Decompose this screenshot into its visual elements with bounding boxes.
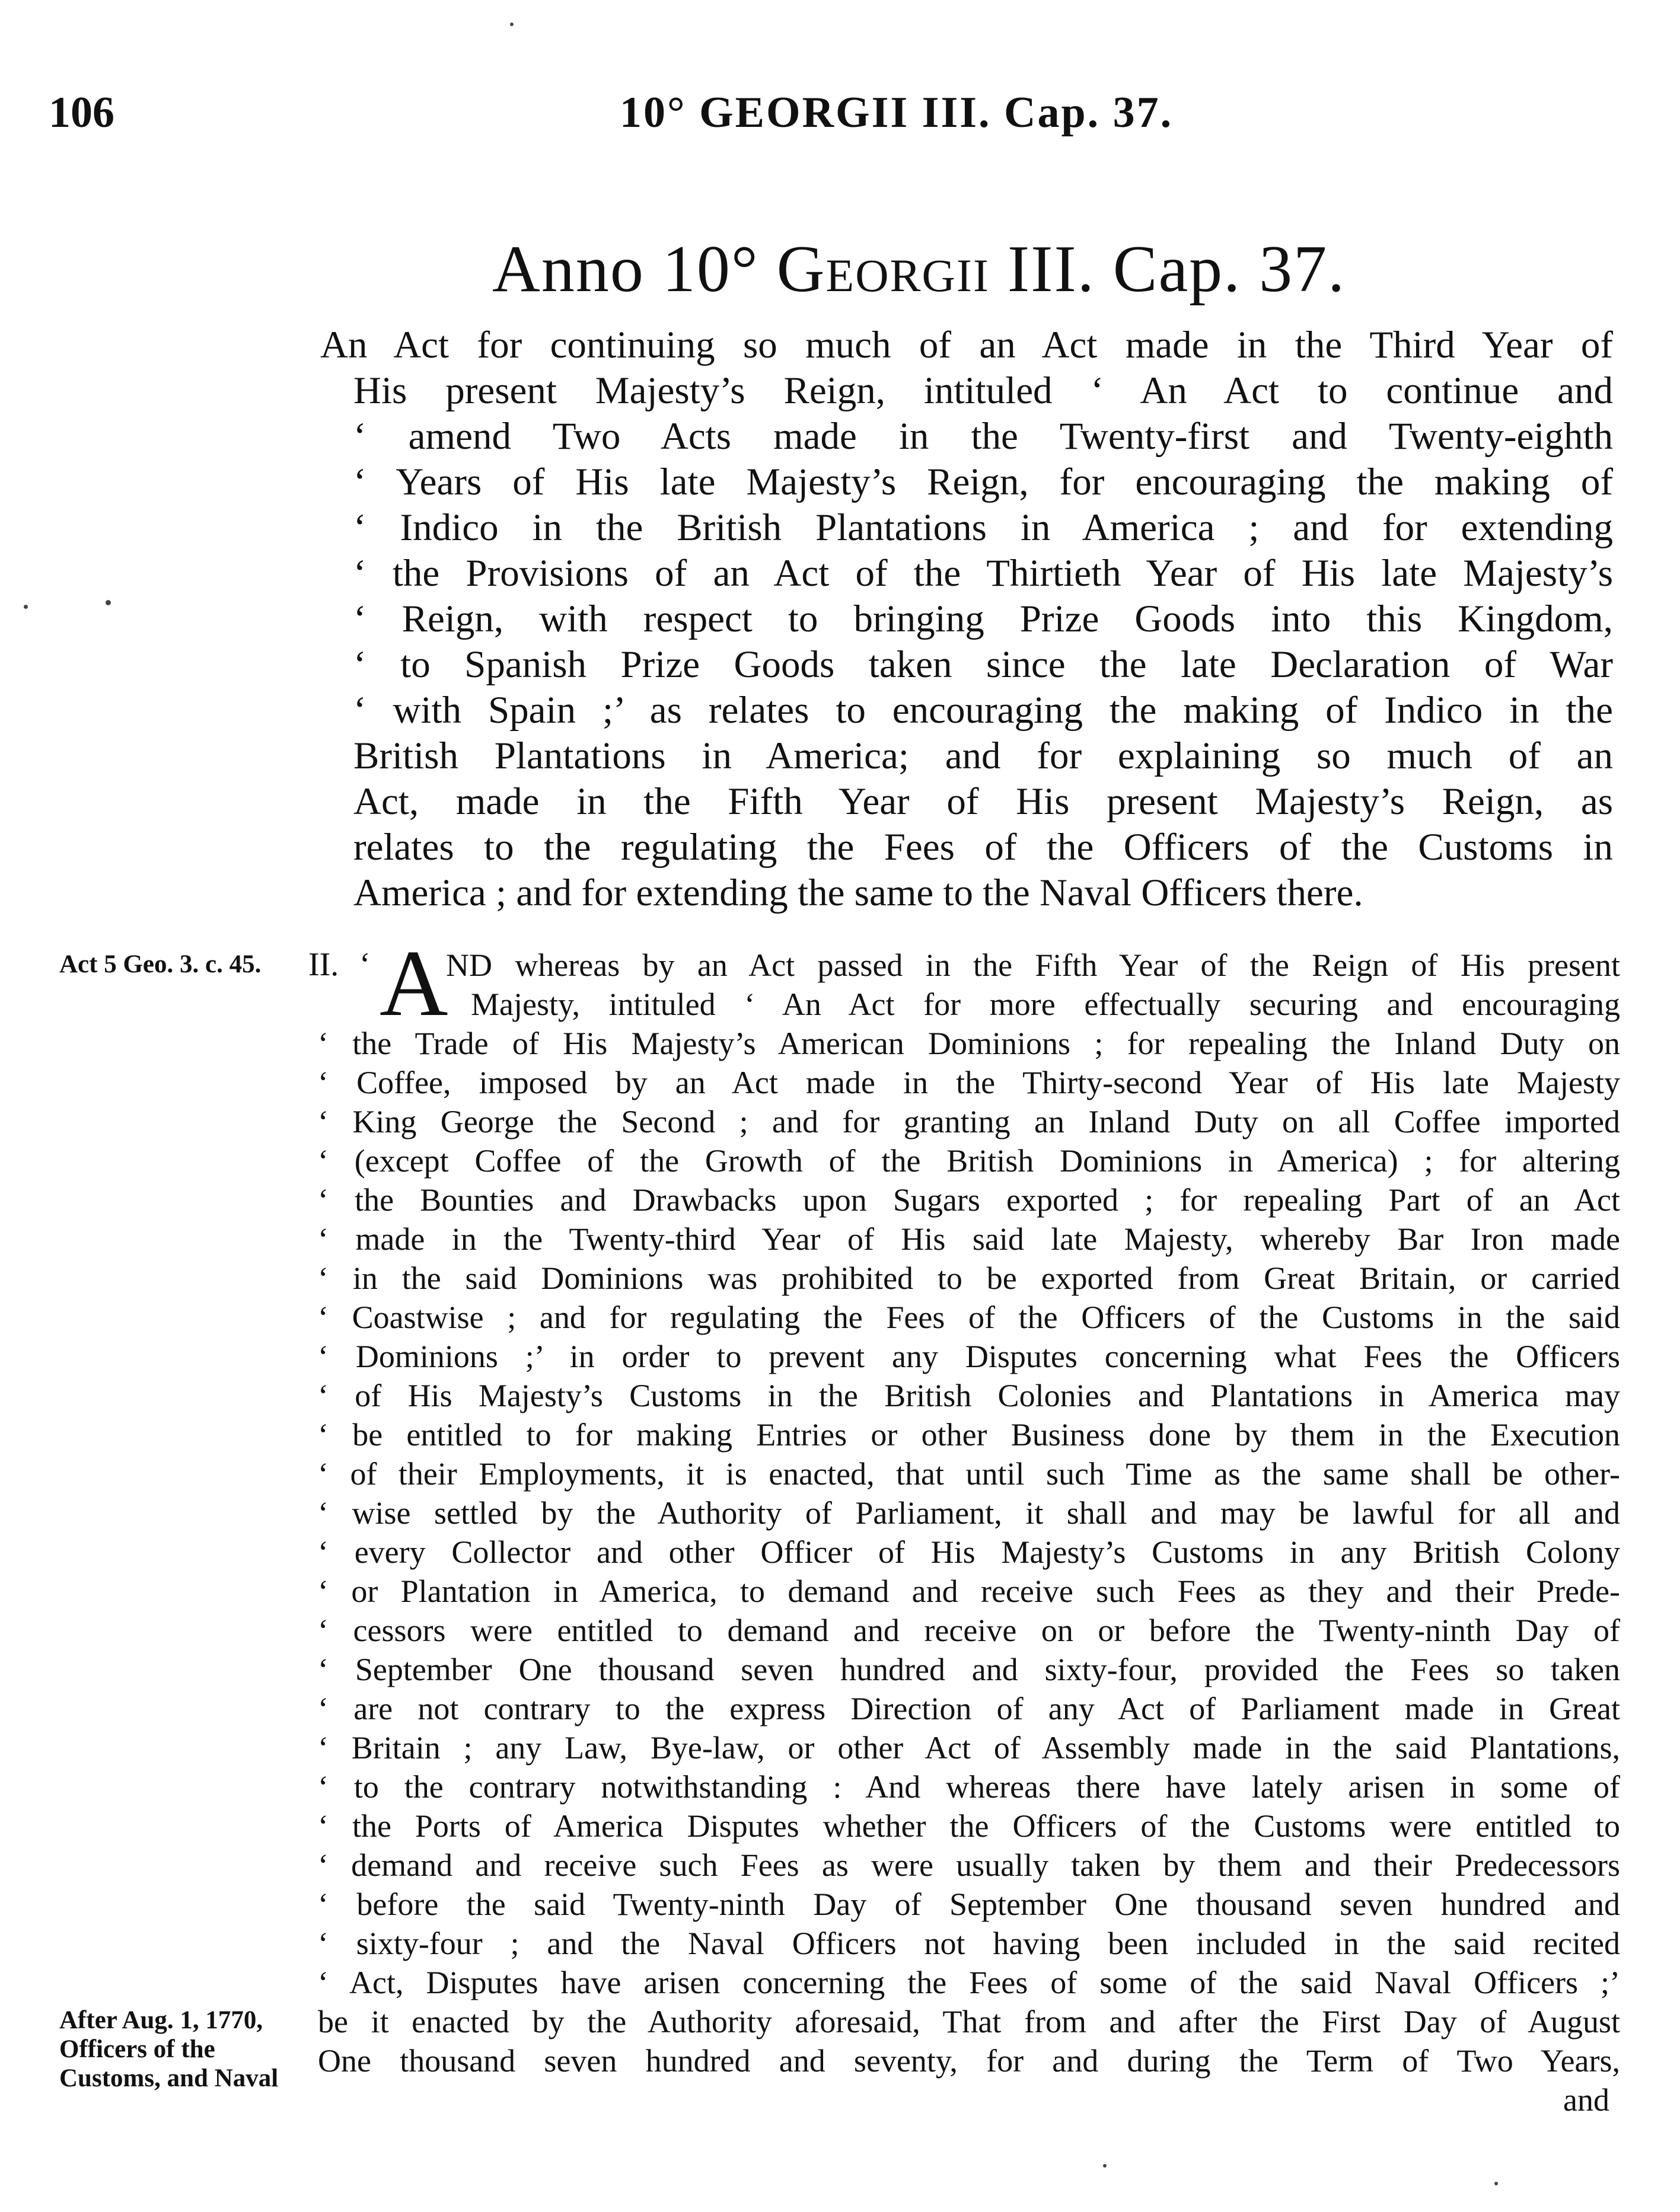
act-title-regnal: III. Cap. 37. [1007, 232, 1346, 306]
section-line: ‘ in the said Dominions was prohibited to be exported from Great Britain, or carried [318, 1260, 1620, 1296]
section-line: ‘ made in the Twenty-third Year of His said late Majesty, whereby Bar Iron made [318, 1221, 1620, 1257]
section-line: ‘ (except Coffee of the Growth of the British Dominions in America) ; for altering [318, 1143, 1620, 1179]
section-line: ‘ be entitled to for making Entries or other Business done by them in the Execution [318, 1417, 1620, 1453]
long-title-line: America ; and for extending the same to the Naval Officers there. [353, 872, 1363, 914]
long-title-line: ‘ Indico in the British Plantations in America ; and for extending [353, 506, 1613, 549]
long-title-line: ‘ Years of His late Majesty’s Reign, for encouraging the making of [353, 461, 1613, 503]
section-line: ‘ are not contrary to the express Direction of any Act of Parliament made in Great [318, 1691, 1620, 1726]
section-line: ‘ Coffee, imposed by an Act made in the Thirty-second Year of His late Majesty [318, 1065, 1620, 1100]
margin-note-after-aug: Customs, and Naval [59, 2064, 279, 2092]
section-line: ‘ Britain ; any Law, Bye-law, or other Act of Assembly made in the said Plantations, [318, 1730, 1620, 1766]
section-line: Majesty, intituled ‘ An Act for more effectually securing and encouraging [471, 987, 1620, 1022]
section-line: ‘ September One thousand seven hundred and sixty-four, provided the Fees so taken [318, 1652, 1620, 1687]
scan-speck [1494, 2182, 1498, 2185]
section-line: ‘ wise settled by the Authority of Parliament, it shall and may be lawful for all and [318, 1495, 1620, 1531]
scan-speck [510, 23, 514, 26]
section-line: ‘ Act, Disputes have arisen concerning the Fees of some of the said Naval Officers ;’ [318, 1965, 1620, 2000]
long-title-line: British Plantations in America; and for explaining so much of an [353, 735, 1613, 777]
section-line: ‘ every Collector and other Officer of His Majesty’s Customs in any British Colony [318, 1534, 1620, 1570]
section-line: One thousand seven hundred and seventy, for and during the Term of Two Years, [318, 2043, 1620, 2079]
margin-note-after-aug: Officers of the [59, 2035, 215, 2063]
scan-speck [24, 605, 28, 609]
act-title-georgii: Georgii [776, 232, 990, 306]
running-head: 10° GEORGII III. Cap. 37. [620, 88, 1174, 137]
long-title-line: ‘ with Spain ;’ as relates to encouraging the making of Indico in the [353, 689, 1613, 732]
page-number: 106 [49, 88, 114, 137]
section-line: ‘ before the said Twenty-ninth Day of September One thousand seven hundred and [318, 1887, 1620, 1922]
section-line: ‘ to the contrary notwithstanding : And whereas there have lately arisen in some of [318, 1769, 1620, 1805]
section-number: II. [308, 946, 339, 983]
act-title [492, 231, 1346, 308]
section-line: ‘ of His Majesty’s Customs in the British Colonies and Plantations in America may [318, 1378, 1620, 1413]
long-title-line: ‘ amend Two Acts made in the Twenty-first and Twenty-eighth [353, 415, 1613, 458]
section-line: ‘ demand and receive such Fees as were usually taken by them and their Predecessors [318, 1847, 1620, 1883]
scan-speck [1103, 2164, 1107, 2168]
long-title-line: ‘ the Provisions of an Act of the Thirtieth Year of His late Majesty’s [353, 552, 1613, 595]
section-line: ‘ the Bounties and Drawbacks upon Sugars exported ; for repealing Part of an Act [318, 1182, 1620, 1218]
section-line: ‘ or Plantation in America, to demand and receive such Fees as they and their Prede- [318, 1573, 1620, 1609]
section-line: be it enacted by the Authority aforesaid, That from and after the First Day of August [318, 2004, 1620, 2039]
long-title-line: Act, made in the Fifth Year of His present Majesty’s Reign, as [353, 780, 1613, 823]
section-line: ‘ the Trade of His Majesty’s American Dominions ; for repealing the Inland Duty on [318, 1026, 1620, 1061]
act-title-anno: Anno 10° [492, 232, 759, 306]
section-line: ‘ Coastwise ; and for regulating the Fees of the Officers of the Customs in the said [318, 1300, 1620, 1335]
section-line: ‘ of their Employments, it is enacted, that until such Time as the same shall be other- [318, 1456, 1620, 1492]
long-title-line: His present Majesty’s Reign, intituled ‘ An Act to continue and [353, 369, 1613, 412]
section-line: ‘ cessors were entitled to demand and receive on or before the Twenty-ninth Day of [318, 1613, 1620, 1648]
margin-note-after-aug: After Aug. 1, 1770, [59, 2006, 263, 2034]
scan-speck [106, 600, 111, 605]
section-line: ‘ the Ports of America Disputes whether the Officers of the Customs were entitled to [318, 1808, 1620, 1844]
catchword: and [1563, 2082, 1609, 2118]
long-title-line: ‘ Reign, with respect to bringing Prize Goods into this Kingdom, [353, 598, 1613, 640]
section-line: ‘ Dominions ;’ in order to prevent any Disputes concerning what Fees the Officers [318, 1339, 1620, 1374]
margin-note-act-reference: Act 5 Geo. 3. c. 45. [59, 950, 262, 978]
section-line: ND whereas by an Act passed in the Fifth Year of the Reign of His present [446, 947, 1620, 983]
section-line: ‘ sixty-four ; and the Naval Officers not having been included in the said recited [318, 1926, 1620, 1961]
section-line: ‘ King George the Second ; and for granting an Inland Duty on all Coffee imported [318, 1104, 1620, 1139]
long-title-line: ‘ to Spanish Prize Goods taken since the late Declaration of War [353, 643, 1613, 686]
long-title-line: An Act for continuing so much of an Act made in the Third Year of [320, 324, 1613, 366]
long-title-line: relates to the regulating the Fees of the Officers of the Customs in [353, 826, 1613, 869]
drop-cap: A [380, 930, 448, 1036]
opening-quote-mark: ‘ [359, 946, 371, 983]
